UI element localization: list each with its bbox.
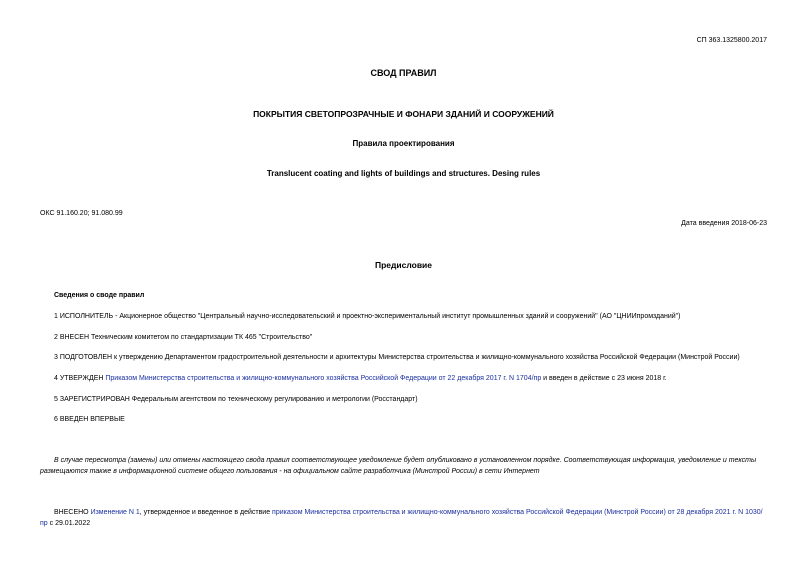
item-approved-prefix: 4 УТВЕРЖДЕН bbox=[54, 375, 106, 382]
amendment-prefix: ВНЕСЕНО bbox=[54, 509, 91, 516]
item-approved bbox=[54, 373, 769, 385]
amendment-order-link[interactable]: приказом Министерства строительства и жилищно-коммунального хозяйства Российской Федерации (Минстрой России) от 28 декабря 2021 г. N 1030/пр bbox=[40, 509, 763, 527]
oks-codes: ОКС 91.160.20; 91.080.99 bbox=[40, 210, 123, 217]
amendment-1-link[interactable]: Изменение N 1 bbox=[90, 509, 140, 516]
item-first-introduced: 6 ВВЕДЕН ВПЕРВЫЕ bbox=[54, 416, 125, 423]
amendment-notice bbox=[40, 507, 769, 529]
item-introduced-by: 2 ВНЕСЕН Техническим комитетом по стандартизации ТК 465 "Строительство" bbox=[54, 334, 313, 341]
title-english: Translucent coating and lights of buildings and structures. Desing rules bbox=[266, 169, 541, 178]
amendment-middle: , утвержденное и введенное в действие bbox=[139, 509, 273, 516]
info-heading: Сведения о своде правил bbox=[54, 292, 145, 299]
document-code: СП 363.1325800.2017 bbox=[696, 37, 767, 44]
approval-order-link[interactable]: Приказом Министерства строительства и жилищно-коммунального хозяйства Российской Федерации от 22 декабря 2017 г. N 1704/пр bbox=[105, 375, 542, 382]
item-approved-suffix: и введен в действие с 23 июня 2018 г. bbox=[541, 375, 667, 382]
item-registered: 5 ЗАРЕГИСТРИРОВАН Федеральным агентством по техническому регулированию и метрологии (Росстандарт) bbox=[54, 396, 418, 403]
item-prepared-by: 3 ПОДГОТОВЛЕН к утверждению Департаментом градостроительной деятельности и архитектуры Министерства строительства и жилищно-коммунального хозяйства Российской Федерации (Минстрой России) bbox=[54, 354, 740, 361]
title-main: СВОД ПРАВИЛ bbox=[370, 68, 437, 78]
preface-heading: Предисловие bbox=[374, 260, 433, 270]
revision-note: В случае пересмотра (замены) или отмены настоящего свода правил соответствующее уведомление будет опубликовано в установленном порядке. Соответствующая информация, уведомление и тексты размещаются также в информационной системе общего пользования - на официальном сайте разработчика (Минстрой России) в сети Интернет bbox=[40, 457, 757, 475]
amendment-suffix: с 29.01.2022 bbox=[47, 520, 91, 527]
introduction-date: Дата введения 2018-06-23 bbox=[681, 220, 767, 227]
title-type: Правила проектирования bbox=[352, 139, 455, 148]
item-executor: 1 ИСПОЛНИТЕЛЬ - Акционерное общество "Центральный научно-исследовательский и проектно-экспериментальный институт промышленных зданий и сооружений" (АО "ЦНИИпромзданий") bbox=[54, 313, 681, 320]
title-subject: ПОКРЫТИЯ СВЕТОПРОЗРАЧНЫЕ И ФОНАРИ ЗДАНИЙ И СООРУЖЕНИЙ bbox=[253, 109, 554, 119]
